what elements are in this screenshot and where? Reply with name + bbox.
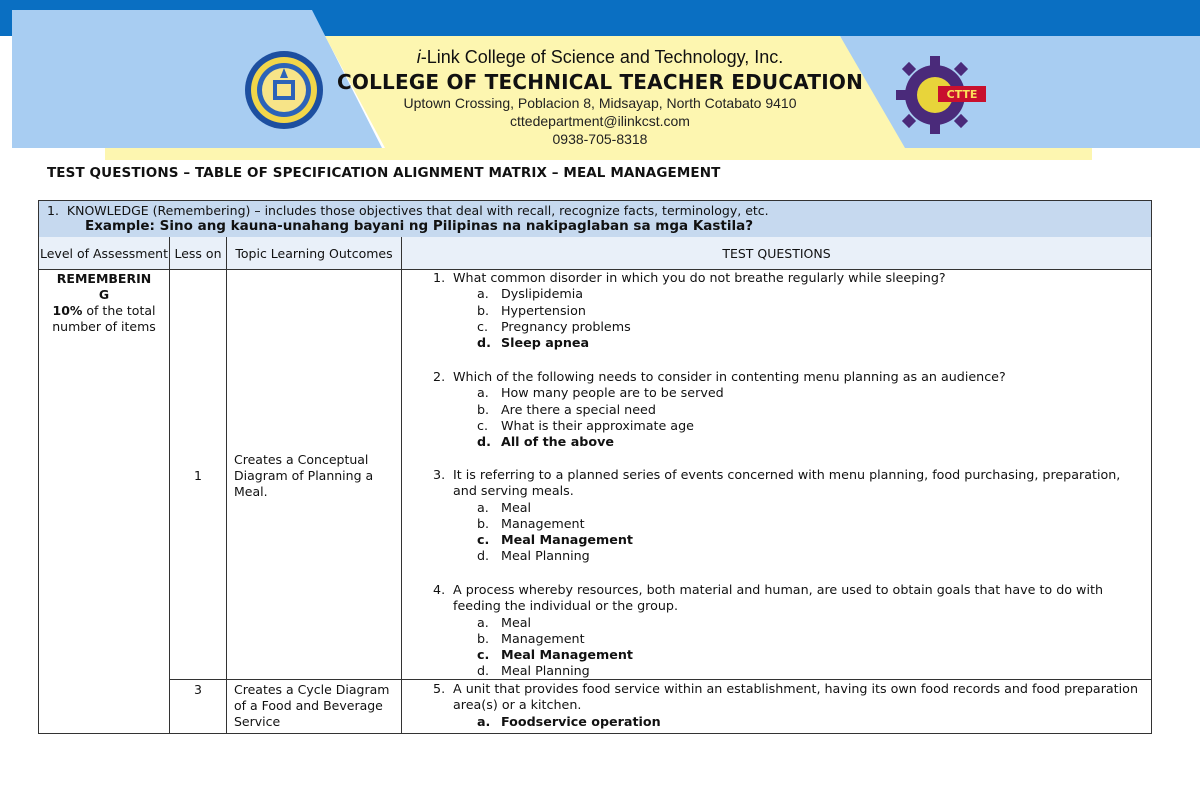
option-text: Sleep apnea <box>501 335 590 351</box>
college-name <box>330 47 870 68</box>
option-letter: a. <box>477 286 489 302</box>
row2-lesson: 3 <box>194 682 202 697</box>
document-title: TEST QUESTIONS – TABLE OF SPECIFICATION ALIGNMENT MATRIX – MEAL MANAGEMENT <box>47 165 721 181</box>
option-letter: d. <box>477 335 491 351</box>
option-text: Meal Planning <box>501 548 590 564</box>
level-percentage <box>39 303 169 335</box>
question-option <box>477 303 1145 319</box>
question-answer-option <box>477 335 1145 351</box>
question-number: 4. <box>433 582 446 597</box>
col-header-questions: TEST QUESTIONS <box>402 237 1151 270</box>
option-letter: a. <box>477 499 489 515</box>
section-category: KNOWLEDGE (Remembering) <box>66 203 251 218</box>
row1-topic: Creates a Conceptual Diagram of Planning a Meal. <box>234 452 374 499</box>
option-letter: a. <box>477 713 491 729</box>
question-text: It is referring to a planned series of events concerned with menu planning, food purchasing, preparation, and serving meals. <box>453 467 1121 499</box>
question-number: 5. <box>433 681 446 696</box>
option-text: Meal Management <box>501 532 633 548</box>
question-option <box>477 286 1145 302</box>
row2-topic: Creates a Cycle Diagram of a Food and Beverage Service <box>234 682 390 729</box>
level-name-line2: G <box>98 287 110 302</box>
option-letter: b. <box>477 515 490 531</box>
option-letter: c. <box>477 417 489 433</box>
option-text: Management <box>501 630 585 646</box>
question-option <box>477 500 1145 516</box>
option-text: Are there a special need <box>501 401 656 417</box>
col-header-lesson: Less on <box>170 237 226 270</box>
option-letter: d. <box>477 434 491 450</box>
option-letter: d. <box>477 548 490 564</box>
question-option <box>477 516 1145 532</box>
option-letter: b. <box>477 302 490 318</box>
option-letter: c. <box>477 532 490 548</box>
question-text: A process whereby resources, both material and human, are used to obtain goals that have to do with feeding the individual or the group. <box>453 582 1103 614</box>
option-letter: b. <box>477 401 490 417</box>
college-email[interactable]: cttedepartment@ilinkcst.com <box>510 113 690 129</box>
question-item <box>433 582 1145 680</box>
option-letter: c. <box>477 318 489 334</box>
question-text: A unit that provides food service within an establishment, having its own food records and food preparation area(s) or a kitchen. <box>453 681 1138 713</box>
option-text: Foodservice operation <box>501 713 661 729</box>
question-option <box>477 402 1145 418</box>
question-number: 3. <box>433 467 446 482</box>
question-text: What common disorder in which you do not breathe regularly while sleeping? <box>453 270 946 285</box>
option-text: Meal Management <box>501 647 633 663</box>
option-letter: c. <box>477 647 490 663</box>
option-text: Meal Planning <box>501 663 590 679</box>
section-example: Example: Sino ang kauna-unahang bayani ng Pilipinas na nakipaglaban sa mga Kastila? <box>85 218 754 234</box>
question-number: 1. <box>433 270 446 285</box>
question-option <box>477 663 1145 679</box>
section-number: 1. <box>47 203 59 218</box>
grid-line <box>226 237 227 733</box>
grid-line <box>401 237 402 733</box>
ctte-logo-text: CTTE <box>946 88 978 101</box>
section-description <box>47 203 769 218</box>
question-item <box>433 681 1145 730</box>
college-seal-logo <box>244 50 324 130</box>
question-item <box>433 270 1145 351</box>
question-option <box>477 615 1145 631</box>
section-category-description: – includes those objectives that deal with recall, recognize facts, terminology, etc. <box>250 203 769 218</box>
col-header-topic: Topic Learning Outcomes <box>227 237 401 270</box>
question-text: Which of the following needs to consider in contenting menu planning as an audience? <box>453 369 1006 384</box>
question-option <box>477 319 1145 335</box>
option-text: Pregnancy problems <box>501 318 631 334</box>
level-name <box>39 271 169 303</box>
option-text: Meal <box>501 614 532 630</box>
option-text: How many people are to be served <box>501 385 724 401</box>
option-text: What is their approximate age <box>501 417 694 433</box>
col-header-level: Level of Assessment <box>39 237 169 270</box>
option-letter: a. <box>477 614 489 630</box>
question-item <box>433 369 1145 450</box>
option-text: All of the above <box>501 434 614 450</box>
ctte-gear-logo <box>890 50 990 140</box>
college-phone: 0938-705-8318 <box>552 131 648 147</box>
grid-line <box>169 237 170 733</box>
specification-table <box>38 200 1152 734</box>
question-option <box>477 631 1145 647</box>
question-option <box>477 385 1145 401</box>
question-option <box>477 418 1145 434</box>
level-cell <box>39 271 169 335</box>
row1-lesson: 1 <box>194 468 202 483</box>
section-header-row <box>39 201 1151 238</box>
option-text: Dyslipidemia <box>501 286 584 302</box>
question-number: 2. <box>433 369 446 384</box>
question-answer-option <box>477 434 1145 450</box>
college-header <box>330 47 870 148</box>
question-answer-option <box>477 714 1145 730</box>
level-percentage-value: 10% <box>52 303 83 318</box>
level-name-line1: REMEMBERIN <box>56 271 152 286</box>
college-name-rest: -Link College of Science and Technology, Inc. <box>420 47 784 67</box>
question-answer-option <box>477 532 1145 548</box>
option-letter: a. <box>477 385 489 401</box>
question-answer-option <box>477 647 1145 663</box>
option-letter: d. <box>477 663 490 679</box>
option-letter: b. <box>477 630 490 646</box>
college-name-prefix: i <box>416 47 421 67</box>
question-option <box>477 548 1145 564</box>
level-percentage-text: of the total number of items <box>52 303 156 334</box>
option-text: Management <box>501 515 585 531</box>
department-name: COLLEGE OF TECHNICAL TEACHER EDUCATION <box>336 70 864 94</box>
option-text: Meal <box>501 499 532 515</box>
college-address: Uptown Crossing, Poblacion 8, Midsayap, North Cotabato 9410 <box>403 95 797 111</box>
option-text: Hypertension <box>501 302 586 318</box>
question-item <box>433 467 1145 565</box>
